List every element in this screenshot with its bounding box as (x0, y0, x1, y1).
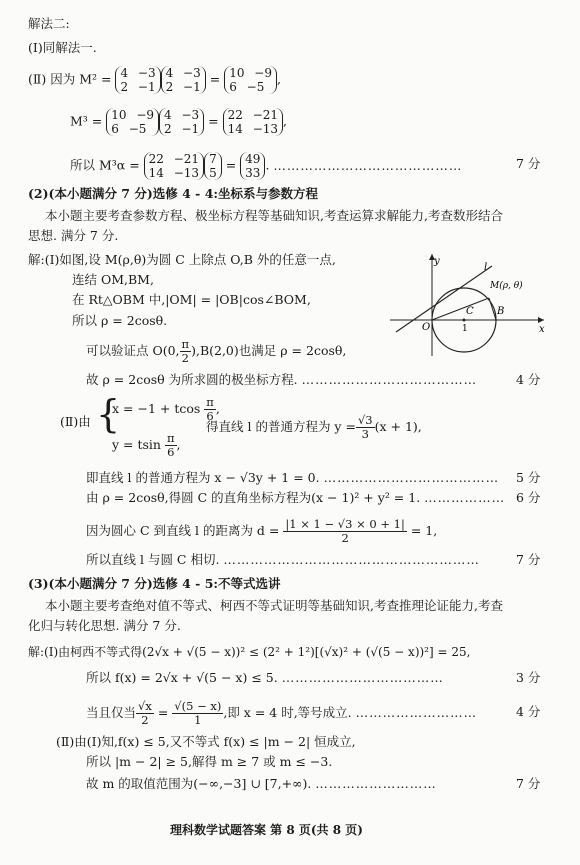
figure-svg (388, 250, 546, 358)
fraction-sqrt5mx-over-1 (172, 700, 223, 727)
q1-part1: (Ⅰ)同解法一. (28, 40, 97, 55)
matrix-row: 2 −1 (165, 80, 201, 94)
system-brace: { (96, 392, 121, 436)
q1-m3alpha-line: 所以 M³α = 22 −21 14 −13 7 5 = 49 33 . …………………………………… (70, 152, 463, 180)
q3-desc-2: 化归与转化思想. 满分 7 分. (28, 618, 181, 633)
fraction-sqrt3-over-3 (356, 414, 375, 441)
denominator: 6 (167, 445, 175, 459)
q2-p2-line6-text: 所以直线 l 与圆 C 相切. (86, 552, 220, 567)
matrix-m3-a (106, 108, 159, 136)
segment-bm (489, 298, 496, 320)
o-label: O (422, 322, 431, 333)
matrix-row: 4 −3 (120, 66, 156, 80)
numerator: √(5 − x) (174, 699, 222, 713)
matrix-m3alpha-a (144, 152, 204, 180)
q3-p2-line3-text: 故 m 的取值范围为(−∞,−3] ∪ [7,+∞). (86, 776, 312, 791)
equals-sign: = (209, 71, 221, 87)
equals-sign: = (208, 113, 219, 129)
q2-p2-result (206, 414, 422, 441)
m-label: M(ρ, θ) (490, 281, 523, 291)
vector-result (240, 152, 265, 180)
q1-m2-line: (Ⅱ) 因为 M² = 4 −3 2 −1 4 −3 2 −1 = 10 −9 6 −5 , (28, 66, 281, 94)
dot-leader: ………………………………………………… (223, 552, 480, 567)
method-title: 解法二: (28, 16, 70, 31)
dot-leader: ……………… (424, 490, 506, 505)
denominator: 2 (141, 713, 149, 727)
dot-leader: ………………………………… (301, 372, 478, 387)
param-eq-y: y = tsin (112, 437, 161, 452)
q2-p2-line6 (86, 552, 480, 568)
q2-p2-eq-x: x = −1 + tcos $\frac{\pi}{6}$ , (112, 395, 220, 423)
matrix-row: 6 −5 (111, 122, 147, 136)
q3-p1-line2-score: 3 分 (516, 670, 541, 685)
q2-p2-eq-y: y = tsin $\frac{\pi}{6}$ , (112, 431, 181, 459)
q2-p2-line5-a: 因为圆心 C 到直线 l 的距离为 d = (86, 523, 280, 538)
q2-p2-line3-text: 即直线 l 的普通方程为 x − √3y + 1 = 0. (86, 470, 320, 485)
q3-p1-line3-a: 当且仅当 (86, 705, 137, 720)
q3-p1-line2-text: 所以 f(x) = 2√x + √(5 − x) ≤ 5. (86, 670, 278, 685)
q2-p1-line1: 解:(Ⅰ)如图,设 M(ρ,θ)为圆 C 上除点 O,B 外的任意一点, (28, 252, 336, 267)
x-label: x (539, 324, 545, 335)
matrix-row: 2 −1 (164, 122, 200, 136)
q2-p1-line5-b: ),B(2,0)也满足 ρ = 2cosθ, (191, 343, 347, 358)
vector-row: 49 (245, 152, 261, 166)
dot-leader: …………………………………… (273, 157, 463, 173)
q1-m3-line: M³ = 10 −9 6 −5 4 −3 2 −1 = 22 −21 14 −13 , (70, 108, 288, 136)
denominator: 2 (341, 531, 349, 545)
q3-title: (3)(本小题满分 7 分)选修 4 - 5:不等式选讲 (28, 576, 281, 591)
one-label: 1 (462, 324, 468, 334)
dot-leader: ……………………… (355, 705, 478, 720)
numerator: π (166, 431, 175, 445)
q1-m3alpha-label: 所以 M³α = (70, 157, 140, 173)
q3-desc-1: 本小题主要考查绝对值不等式、柯西不等式证明等基础知识,考查推理论证能力,考查 (45, 598, 503, 613)
q2-p2-line5 (86, 518, 437, 545)
matrix-row: 22 −21 (227, 108, 279, 122)
q2-title: (2)(本小题满分 7 分)选修 4 - 4:坐标系与参数方程 (28, 186, 319, 201)
q2-p2-line4 (86, 490, 505, 506)
matrix-row: 14 −13 (227, 122, 279, 136)
vector-row: 7 (209, 152, 217, 166)
q2-p1-line5-a: 可以验证点 O(0, (86, 343, 180, 358)
q3-p1-line1: 解:(Ⅰ)由柯西不等式得(2√x + √(5 − x))² ≤ (2² + 1²)[(√x)² + (√(5 − x))²] = 25, (28, 645, 471, 659)
matrix-row: 2 −1 (120, 80, 156, 94)
dot-leader: ……………………… (315, 776, 437, 791)
q2-p2-line4-score: 6 分 (516, 490, 541, 505)
q2-p2-line4-text: 由 ρ = 2cosθ,得圆 C 的直角坐标方程为(x − 1)² + y² = 1. (86, 490, 421, 505)
equals-sign: = (157, 705, 169, 720)
matrix-row: 10 −9 (229, 66, 272, 80)
matrix-m-b (161, 66, 206, 94)
matrix-m2-result (224, 66, 277, 94)
q1-m3-label: M³ = (70, 113, 103, 129)
q2-p1-line5 (86, 338, 346, 365)
equals-sign: = (225, 157, 237, 173)
q2-p1-line4: 所以 ρ = 2cosθ. (72, 313, 168, 328)
q2-desc-1: 本小题主要考查参数方程、极坐标方程等基础知识,考查运算求解能力,考查数形结合 (45, 208, 503, 223)
q2-p2-line3-score: 5 分 (516, 470, 541, 485)
param-eq-x: x = −1 + tcos (112, 401, 201, 416)
dot-leader: ……………………………… (281, 670, 444, 685)
fraction-pi-over-2 (180, 338, 192, 365)
denominator: 2 (181, 351, 189, 365)
line-l (396, 266, 492, 332)
q1-m2-label: (Ⅱ) 因为 M² = (28, 71, 112, 87)
q2-p2-result-a: 得直线 l 的普通方程为 y = (206, 419, 356, 434)
denominator: 1 (194, 713, 202, 727)
q2-p1-score: 4 分 (516, 372, 541, 387)
q2-p1-line3: 在 Rt△OBM 中,|OM| = |OB|cos∠BOM, (72, 292, 311, 307)
matrix-m3-b (159, 108, 204, 136)
denominator: 3 (361, 427, 369, 441)
q3-p2-line3 (86, 776, 437, 792)
q2-p2-line6-score: 7 分 (516, 552, 541, 567)
q3-p1-line2 (86, 670, 444, 686)
q3-p2-line2: 所以 |m − 2| ≥ 5,解得 m ≥ 7 或 m ≤ −3. (86, 754, 333, 769)
numerator: √3 (357, 413, 373, 427)
x-axis-arrow (538, 317, 544, 323)
matrix-m-a (115, 66, 160, 94)
q2-p2-label: (Ⅱ)由 (60, 414, 91, 429)
q3-p2-line1: (Ⅱ)由(Ⅰ)知,f(x) ≤ 5,又不等式 f(x) ≤ |m − 2| 恒成立, (56, 734, 356, 749)
q2-p1-line6 (86, 372, 477, 388)
q2-p1-line2: 连结 OM,BM, (72, 272, 154, 287)
q3-p1-line3-b: ,即 x = 4 时,等号成立. (223, 705, 352, 720)
q2-p2-line3 (86, 470, 499, 486)
matrix-row: 4 −3 (164, 108, 200, 122)
q2-p2-result-b: (x + 1), (374, 419, 422, 434)
matrix-row: 14 −13 (148, 166, 200, 180)
vector-alpha (204, 152, 222, 180)
q1-score: 7 分 (516, 156, 541, 171)
fraction-pi-over-6 (165, 432, 177, 459)
page-footer: 理科数学试题答案 第 8 页(共 8 页) (170, 823, 363, 837)
matrix-row: 6 −5 (229, 80, 265, 94)
b-label: B (497, 306, 505, 317)
q3-p1-line3 (86, 700, 477, 727)
matrix-row: 10 −9 (111, 108, 155, 122)
vector-row: 33 (245, 166, 261, 180)
matrix-row: 4 −3 (165, 66, 201, 80)
y-label: y (434, 256, 440, 267)
l-label: l (484, 262, 488, 273)
center-point (463, 319, 466, 322)
dot-leader: ………………………………… (323, 470, 500, 485)
vector-row: 5 (209, 166, 217, 180)
q3-p1-line3-score: 4 分 (516, 704, 541, 719)
numerator: π (206, 395, 214, 409)
q2-p2-line5-b: = 1, (410, 523, 438, 538)
denominator: 6 (206, 409, 214, 423)
fraction-sqrtx-over-2 (136, 700, 154, 727)
fraction-distance (283, 518, 406, 545)
matrix-m3-result (223, 108, 283, 136)
numerator: |1 × 1 − √3 × 0 + 1| (285, 517, 405, 531)
q2-p1-line6-text: 故 ρ = 2cosθ 为所求圆的极坐标方程. (86, 372, 298, 387)
c-label: C (466, 306, 474, 317)
numerator: π (181, 337, 190, 351)
q3-p2-line3-score: 7 分 (516, 776, 541, 791)
matrix-row: 22 −21 (148, 152, 200, 166)
circle-line-figure (388, 250, 546, 358)
q2-desc-2: 思想. 满分 7 分. (28, 228, 119, 243)
numerator: √x (138, 699, 152, 713)
